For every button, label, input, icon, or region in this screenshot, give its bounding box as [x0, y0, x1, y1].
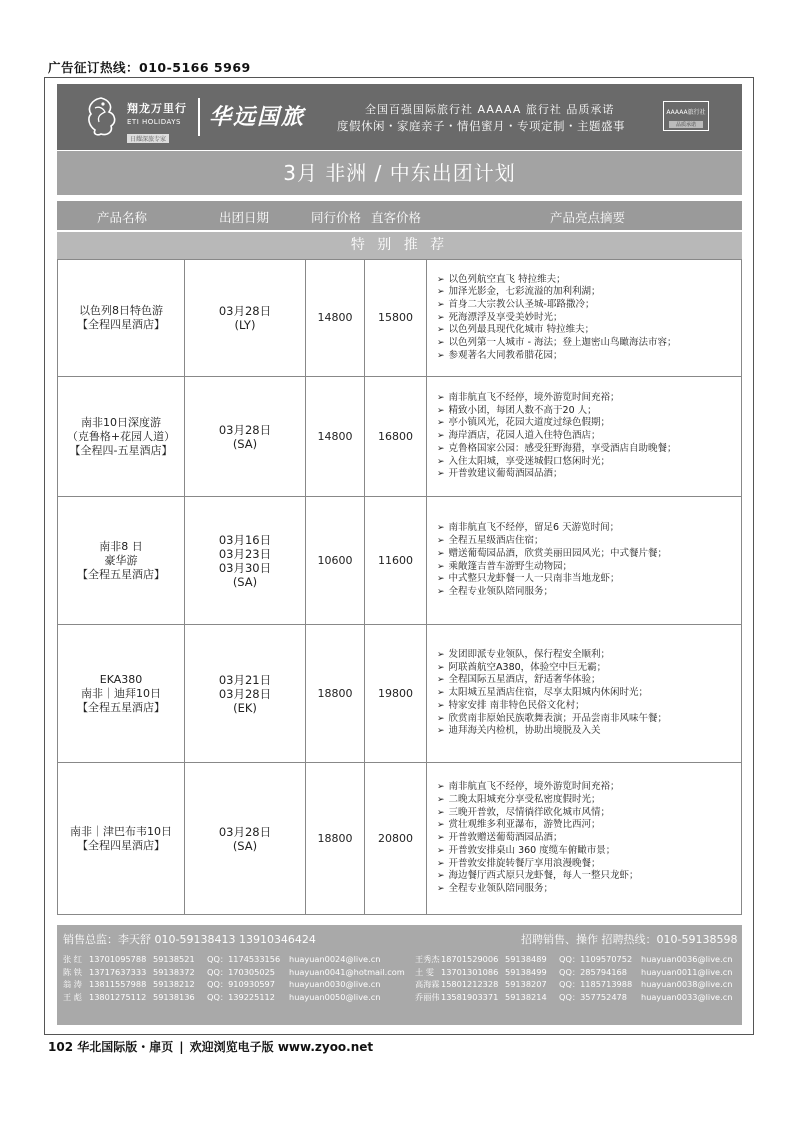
product-name: 南非8 日 豪华游 【全程五星酒店】 [57, 497, 185, 624]
highlight-item: ➢ 南非航直飞不经停，境外游览时间充裕； [437, 781, 639, 794]
contact-footer [57, 925, 742, 1025]
highlight-item: ➢ 首身二大宗教公认圣城-耶路撒冷； [437, 299, 677, 312]
eversion-slogan: 欢迎浏览电子版 www.zyoo.net [189, 1040, 374, 1054]
highlight-item: ➢ 三晚开普敦，尽情徜徉欧化城市风情； [437, 807, 639, 820]
product-table [57, 259, 742, 915]
highlight-item: ➢ 南非航直飞不经停，留足6 天游览时间； [437, 522, 667, 535]
direct-price: 20800 [365, 763, 427, 914]
logo-divider [198, 98, 200, 136]
logo-en: ETI HOLIDAYS [127, 118, 181, 126]
brand-tagline-1: 全国百强国际旅行社 AAAAA 旅行社 品质承诺 [365, 103, 615, 116]
departure-dates: 03月28日 (LY) [185, 260, 306, 376]
highlight-item: ➢ 入住太阳城，享受迷城假口悠闲时光； [437, 456, 677, 469]
highlight-item: ➢ 克鲁格国家公园：感受狂野海猎，享受酒店自助晚餐； [437, 443, 677, 456]
col-highlights: 产品亮点摘要 [550, 210, 626, 225]
brand-tagline-2: 度假休闲・家庭亲子・情侣蜜月・专项定制・主题盛事 [337, 119, 625, 133]
highlight-item: ➢ 以色列最具现代化城市 特拉维夫； [437, 324, 677, 337]
peer-price: 10600 [306, 497, 365, 624]
contacts-left [63, 953, 405, 1004]
departure-dates: 03月21日 03月28日 (EK) [185, 625, 306, 762]
highlight-item: ➢ 发团即派专业领队，保行程安全顺利； [437, 649, 667, 662]
table-row [57, 377, 742, 497]
col-product-name: 产品名称 [97, 210, 148, 225]
highlight-item: ➢ 以色列航空直飞 特拉维夫； [437, 274, 677, 287]
section-name: 华北国际版・扉页 [77, 1040, 174, 1054]
highlight-item: ➢ 全程专业领队陪同服务； [437, 883, 639, 896]
page-number: 102 [48, 1040, 74, 1054]
logo-cn: 翔龙万里行 [127, 102, 187, 115]
product-name: 南非10日深度游 （克鲁格+花园人道） 【全程四-五星酒店】 [57, 377, 185, 496]
peer-price: 18800 [306, 763, 365, 914]
product-name: 南非｜津巴布韦10日 【全程四星酒店】 [57, 763, 185, 914]
highlight-item: ➢ 乘敞篷吉普车游野生动物园； [437, 561, 667, 574]
product-name: EKA380 南非｜迪拜10日 【全程五星酒店】 [57, 625, 185, 762]
highlight-item: ➢ 特家安排 南非特色民俗文化村； [437, 700, 667, 713]
highlight-item: ➢ 加泽光影金，七彩流溢的加利利湖； [437, 286, 677, 299]
highlight-item: ➢ 参观著名大同教希腊花园； [437, 350, 677, 363]
highlight-item: ➢ 开普敦安排旋转餐厅享用浪漫晚餐； [437, 858, 639, 871]
badge-sub: 品质承诺 [669, 121, 703, 128]
highlight-item: ➢ 亭小镇风光，花园大道度过绿色假期； [437, 417, 677, 430]
peer-price: 18800 [306, 625, 365, 762]
recruit-hotline: 招聘销售、操作 招聘热线：010-59138598 [521, 933, 738, 946]
col-date: 出团日期 [219, 210, 270, 225]
contact-row: 乔丽伟13581903371 59138214 QQ：357752478 huayuan0033@live.cn [415, 992, 733, 1003]
table-header [57, 201, 742, 230]
direct-price: 11600 [365, 497, 427, 624]
special-recommend: 特 别 推 荐 [57, 232, 742, 259]
highlight-item: ➢ 全程五星级酒店住宿； [437, 535, 667, 548]
highlight-item: ➢ 以色列第一人城市 - 海法；登上迦密山鸟瞰海法市容； [437, 337, 677, 350]
highlight-item: ➢ 赏壮观维多利亚瀑布，游赞比西河； [437, 819, 639, 832]
departure-dates: 03月28日 (SA) [185, 763, 306, 914]
ad-hotline: 广告征订热线：010-5166 5969 [48, 60, 251, 75]
contact-row: 张 红 13701095788 59138521 QQ：1174533156 huayuan0024@live.cn [63, 954, 381, 964]
badge-text: AAAAA旅行社 [666, 109, 706, 116]
highlights [427, 377, 742, 496]
highlight-item: ➢ 中式整只龙虾餐一人一只南非当地龙虾； [437, 573, 667, 586]
peer-price: 14800 [306, 377, 365, 496]
highlights [427, 497, 742, 624]
aaaaa-badge [663, 101, 709, 131]
page-title: 3月 非洲 / 中东出团计划 [57, 151, 742, 195]
contact-row: 高海霖15801212328 59138207 QQ：1185713988 huayuan0038@live.cn [415, 979, 733, 990]
highlight-item: ➢ 死海漂浮及享受美妙时光； [437, 312, 677, 325]
contact-row: 王秀杰18701529006 59138489 QQ：1109570752 huayuan0036@live.cn [415, 954, 733, 964]
highlights [427, 763, 742, 914]
highlights [427, 260, 742, 376]
eti-logo [127, 100, 187, 145]
highlight-item: ➢ 南非航直飞不经停，境外游览时间充裕； [437, 392, 677, 405]
direct-price: 16800 [365, 377, 427, 496]
brand-name: 华远国旅 [209, 105, 306, 130]
logo-tag: 日耀深旅专家 [127, 134, 169, 143]
contact-row: 土 雯 13701301086 59138499 QQ：285794168 huayuan0011@live.cn [415, 966, 733, 977]
highlight-item: ➢ 精致小团，每团人数不高于20 人； [437, 405, 677, 418]
table-row [57, 497, 742, 625]
highlight-item: ➢ 海边餐厅西式原只龙虾餐，每人一整只龙虾； [437, 870, 639, 883]
contact-row: 陈 铁 13717637333 59138372 QQ：170305025 huayuan0041@hotmail.com [63, 966, 405, 977]
contact-row: 王 彪 13801275112 59138136 QQ：139225112 huayuan0050@live.cn [63, 992, 381, 1003]
col-direct-price: 直客价格 [371, 210, 422, 225]
highlight-item: ➢ 开普敦赠送葡萄酒园品酒； [437, 832, 639, 845]
direct-price: 19800 [365, 625, 427, 762]
highlights [427, 625, 742, 762]
peer-price: 14800 [306, 260, 365, 376]
highlight-item: ➢ 二晚太阳城充分享受私密度假时光； [437, 794, 639, 807]
brand-header [57, 84, 742, 150]
table-row [57, 260, 742, 377]
highlight-item: ➢ 开普敦安排桌山 360 度缆车俯瞰市景； [437, 845, 639, 858]
contacts-right [415, 953, 732, 1004]
page-footer: 102 华北国际版・扉页 | 欢迎浏览电子版 www.zyoo.net [48, 1040, 374, 1054]
highlight-item: ➢ 全程国际五星酒店，舒适奢华体验； [437, 674, 667, 687]
highlight-item: ➢ 开普敦建议葡萄酒园品酒； [437, 468, 677, 481]
contact-row: 翁 涛 13811557988 59138212 QQ：910930597 huayuan0030@live.cn [63, 979, 381, 990]
product-name: 以色列8日特色游 【全程四星酒店】 [57, 260, 185, 376]
highlight-item: ➢ 赠送葡萄园品酒，欣赏美丽田园风光；中式餐片餐； [437, 548, 667, 561]
departure-dates: 03月28日 (SA) [185, 377, 306, 496]
dragon-logo-icon [83, 94, 119, 138]
highlight-item: ➢ 迪拜海关内检机，协助出境脱及入关 [437, 725, 667, 738]
highlight-item: ➢ 欣赏南非原始民族歌舞表演；开品尝南非风味午餐； [437, 713, 667, 726]
table-row [57, 763, 742, 915]
sales-director: 销售总监：李天舒 010-59138413 13910346424 [63, 933, 316, 946]
highlight-item: ➢ 太阳城五星酒店住宿，尽享太阳城内休闲时光； [437, 687, 667, 700]
departure-dates: 03月16日 03月23日 03月30日 (SA) [185, 497, 306, 624]
highlight-item: ➢ 全程专业领队陪同服务； [437, 586, 667, 599]
highlight-item: ➢ 阿联酋航空A380，体验空中巨无霸； [437, 662, 667, 675]
col-peer-price: 同行价格 [311, 210, 362, 225]
direct-price: 15800 [365, 260, 427, 376]
table-row [57, 625, 742, 763]
highlight-item: ➢ 海岸酒店，花园人道入住特色酒店； [437, 430, 677, 443]
